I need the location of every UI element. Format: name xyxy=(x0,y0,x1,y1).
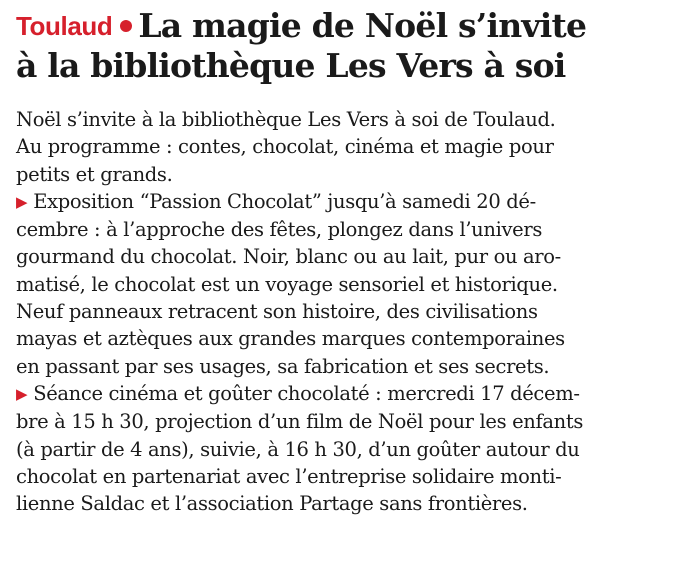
headline xyxy=(16,6,662,86)
article xyxy=(16,6,662,517)
body-line: Au programme : contes, chocolat, cinéma et magie pour xyxy=(16,135,554,159)
section-lead-text: Séance cinéma et goûter chocolaté : mercredi 17 décem- xyxy=(33,381,580,405)
body-line xyxy=(16,380,662,408)
triangle-bullet-icon: ▶ xyxy=(16,384,28,403)
kicker-location: Toulaud xyxy=(16,11,113,41)
article-body xyxy=(16,106,662,517)
body-line: en passant par ses usages, sa fabrication et ses secrets. xyxy=(16,354,550,378)
body-line: matisé, le chocolat est un voyage sensoriel et historique. xyxy=(16,272,558,296)
body-line: bre à 15 h 30, projection d’un film de Noël pour les enfants xyxy=(16,410,583,434)
body-line: (à partir de 4 ans), suivie, à 16 h 30, d’un goûter autour du xyxy=(16,437,580,461)
kicker-bullet-icon xyxy=(120,20,132,32)
headline-line-1 xyxy=(16,6,662,46)
body-line: chocolat en partenariat avec l’entreprise solidaire monti- xyxy=(16,464,562,488)
triangle-bullet-icon: ▶ xyxy=(16,192,28,211)
body-line: Neuf panneaux retracent son histoire, des civilisations xyxy=(16,300,538,324)
headline-title-part-1: La magie de Noël s’invite xyxy=(138,6,587,45)
body-line: cembre : à l’approche des fêtes, plongez dans l’univers xyxy=(16,218,542,242)
body-line: petits et grands. xyxy=(16,162,173,186)
body-line: gourmand du chocolat. Noir, blanc ou au lait, pur ou aro- xyxy=(16,245,561,269)
headline-line-2: à la bibliothèque Les Vers à soi xyxy=(16,46,566,85)
body-line: lienne Saldac et l’association Partage sans frontières. xyxy=(16,492,528,516)
body-line: Noël s’invite à la bibliothèque Les Vers à soi de Toulaud. xyxy=(16,108,556,131)
body-line xyxy=(16,188,662,216)
body-line: mayas et aztèques aux grandes marques contemporaines xyxy=(16,327,565,351)
section-lead-text: Exposition “Passion Chocolat” jusqu’à samedi 20 dé- xyxy=(33,189,536,213)
